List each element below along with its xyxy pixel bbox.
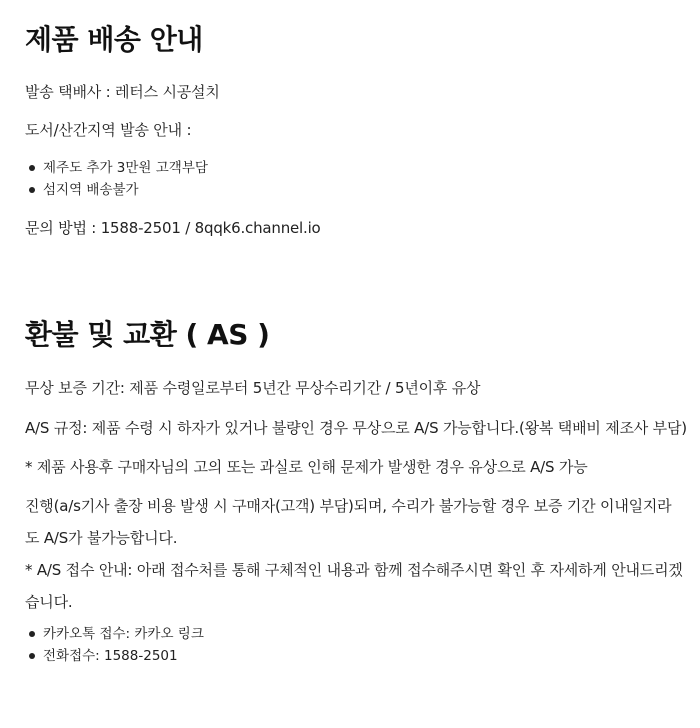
shipping-title: 제품 배송 안내 (25, 23, 203, 56)
list-item-label: 섬지역 배송불가 (43, 182, 139, 198)
bullet-icon (29, 165, 35, 171)
paid-note-line-1: * 제품 사용후 구매자님의 고의 또는 과실로 인해 문제가 발생한 경우 유상으로 A/S 가능 (25, 458, 588, 476)
contact-text: 문의 방법 : 1588-2501 / 8qqk6.channel.io (25, 219, 321, 237)
receipt-channel-list (25, 623, 204, 667)
list-item-label: 카카오톡 접수: 카카오 링크 (43, 626, 204, 642)
list-item-label: 전화접수: 1588-2501 (43, 648, 178, 664)
refund-title: 환불 및 교환 ( AS ) (25, 318, 270, 351)
list-item (25, 157, 208, 179)
warranty-text: 무상 보증 기간: 제품 수령일로부터 5년간 무상수리기간 / 5년이후 유상 (25, 379, 481, 397)
remote-area-title: 도서/산간지역 발송 안내 : (25, 121, 192, 139)
remote-area-list (25, 157, 208, 201)
bullet-icon (29, 187, 35, 193)
as-rule-text: A/S 규정: 제품 수령 시 하자가 있거나 불량인 경우 무상으로 A/S 가능합니다.(왕복 택배비 제조사 부담) (25, 419, 687, 437)
list-item (25, 623, 204, 645)
bullet-icon (29, 631, 35, 637)
list-item-label: 제주도 추가 3만원 고객부담 (43, 160, 208, 176)
receipt-note: * A/S 접수 안내: 아래 접수처를 통해 구체적인 내용과 함께 접수해주시면 확인 후 자세하게 안내드리겠습니다. (25, 561, 683, 611)
list-item (25, 645, 204, 667)
paid-note-line-2: 진행(a/s기사 출장 비용 발생 시 구매자(고객) 부담)되며, 수리가 불가능할 경우 보증 기간 이내일지라도 A/S가 불가능합니다. (25, 497, 672, 547)
list-item (25, 179, 208, 201)
bullet-icon (29, 653, 35, 659)
courier-text: 발송 택배사 : 레터스 시공설치 (25, 83, 220, 101)
